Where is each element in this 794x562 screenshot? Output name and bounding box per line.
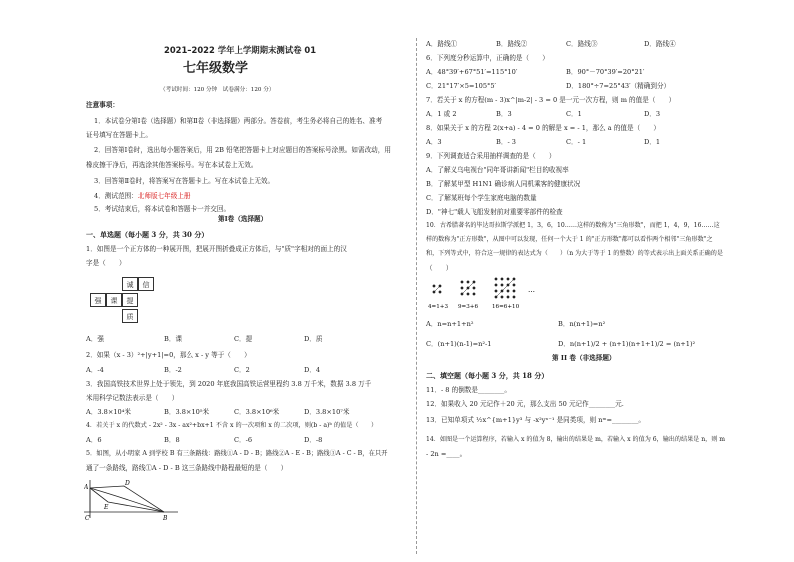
- part1-heading: 第Ⅰ卷（选择题）: [218, 215, 268, 223]
- notice-item: 2．回答第Ⅰ卷时，选出每小题答案后，用 2B 铅笔把答题卡上对应题目的答案标号涂黑。如需改动，用: [94, 146, 391, 154]
- net-cell: 信: [138, 277, 154, 291]
- net-cell: 提: [122, 293, 138, 307]
- notice-item: 1．本试卷分第Ⅰ卷（选择题）和第Ⅱ卷（非选择题）两部分。答卷前，考生务必将自己的姓名、准考: [94, 117, 383, 125]
- point-label: A: [84, 484, 89, 491]
- option[interactable]: D．"神七"载人飞船发射前对重要零部件的检查: [426, 208, 563, 216]
- option[interactable]: C．21°17′×5=105°5′: [426, 82, 497, 90]
- option[interactable]: D．-8: [304, 436, 323, 444]
- option[interactable]: C．- 1: [566, 138, 587, 146]
- option[interactable]: B．课: [164, 335, 183, 343]
- question-stem: 1．如图是一个正方体的一种展开图，把展开图折叠成正方体后，与"质"字相对的面上的汉: [86, 245, 347, 253]
- option[interactable]: A．6: [86, 436, 102, 444]
- option[interactable]: B．-2: [164, 366, 182, 374]
- question-stem: 2．如果（x - 3）²+|y+1|=0，那么 x - y 等于（ ）: [86, 351, 251, 359]
- route-figure: [84, 478, 184, 526]
- net-cell: 质: [122, 309, 138, 323]
- option[interactable]: B．路线②: [496, 40, 528, 48]
- point-label: E: [104, 504, 109, 511]
- notice-item: 证号填写在答题卡上。: [86, 131, 152, 139]
- question-stem: 13．已知单项式 ½x^{m+1}y³ 与 -x²yⁿ⁻¹ 是同类项，则 nᵐ=________。: [426, 416, 646, 424]
- question-stem: 11．- 8 的倒数是________。: [426, 386, 511, 394]
- option[interactable]: D．3.8×10⁷米: [304, 408, 350, 416]
- question-stem: - 2n =____。: [426, 450, 467, 458]
- notice-item: 3．回答第Ⅱ卷时，将答案写在答题卡上。写在本试卷上无效。: [94, 177, 275, 185]
- exam-subject: 七年级数学: [183, 61, 249, 76]
- option[interactable]: A．3.8×10⁴米: [86, 408, 131, 416]
- question-stem: （ ）: [426, 264, 453, 272]
- pattern-caption: 16=6+10: [492, 304, 520, 310]
- pattern-ellipsis: …: [528, 286, 535, 294]
- option[interactable]: B．- 3: [496, 138, 516, 146]
- net-cell: 诚: [122, 277, 138, 291]
- option[interactable]: C．1: [566, 110, 582, 118]
- option[interactable]: D．180°÷7=25°43′（精确到分）: [566, 82, 671, 90]
- question-stem: 10．古希腊著名的毕达哥拉斯学派把 1，3，6，10……这样的数称为"三角形数"，而把 1，4，9，16……这: [426, 222, 720, 229]
- question-stem: 7．若关于 x 的方程(m - 3)x^|m-2| - 3 = 0 是一元一次方程，则 m 的值是（ ）: [426, 96, 676, 104]
- option[interactable]: A．了解义乌电视台"同年哥讲新闻"栏目的收视率: [426, 166, 569, 174]
- question-stem: 8．如果关于 x 的方程 2(x+a) - 4 = 0 的解是 x = - 1，那么 a 的值是（ ）: [426, 124, 660, 132]
- option[interactable]: A．路线①: [426, 40, 458, 48]
- section-title: 二、填空题（每小题 3 分，共 18 分）: [426, 371, 549, 380]
- option[interactable]: D．n(n+1)/2 + (n+1)(n+1+1)/2 = (n+1)²: [558, 340, 696, 348]
- question-stem: 5．如图，从小明家 A 到学校 B 有三条路线：路线①A - D - B；路线②A - E - B；路线③A - C - B，在只开: [86, 450, 388, 457]
- question-stem: 14．如图是一个运算程序，若输入 x 的值为 8，输出的结果是 m，若输入 x 的值为 6，输出的结果是 n，则 m: [426, 436, 726, 443]
- option[interactable]: A．1 或 2: [426, 110, 457, 118]
- question-stem: 9．下列调查适合采用抽样调查的是（ ）: [426, 152, 556, 160]
- question-stem: 6．下列度分秒运算中，正确的是（ ）: [426, 54, 549, 62]
- option[interactable]: A．3: [426, 138, 442, 146]
- section-title: 一、单选题（每小题 3 分，共 30 分）: [86, 230, 209, 239]
- pattern-caption: 9=3+6: [458, 304, 479, 310]
- option[interactable]: D．4: [304, 366, 321, 374]
- question-stem: 字是（ ）: [86, 259, 126, 267]
- dot-pattern-figure: [428, 276, 548, 310]
- point-label: C: [85, 515, 90, 522]
- option[interactable]: A．强: [86, 335, 104, 343]
- right-column: [418, 0, 794, 562]
- option[interactable]: D．质: [304, 335, 323, 343]
- column-divider: [416, 38, 417, 554]
- notice-item: 橡皮擦干净后，再选涂其他答案标号。写在本试卷上无效。: [86, 161, 258, 169]
- option[interactable]: B．3.8×10⁵米: [164, 408, 210, 416]
- option[interactable]: C．-6: [234, 436, 253, 444]
- exam-info: （考试时间：120 分钟 试卷满分：120 分）: [160, 87, 275, 93]
- question-stem: 米用科学记数法表示是（ ）: [86, 394, 179, 402]
- option[interactable]: C．(n+1)(n-1)=n²-1: [426, 340, 492, 348]
- option[interactable]: C．提: [234, 335, 253, 343]
- question-stem: 样的数称为"正方形数"，从图中可以发现，任何一个大于 1 的"正方形数"都可以看作两个相邻"三角形数"之: [426, 236, 713, 243]
- option[interactable]: C．了解某班每个学生家庭电脑的数量: [426, 194, 537, 202]
- question-stem: 3．我国高铁技术世界上处于领先，到 2020 年底我国高铁运营里程约 3.8 万千米，数据 3.8 万千: [86, 380, 372, 388]
- option[interactable]: B．了解某甲型 H1N1 确诊病人同机乘客的健康状况: [426, 180, 581, 188]
- net-cell: 强: [90, 293, 106, 307]
- question-stem: 4．若关于 x 的代数式 - 2x² - 3x - ax²+bx+1 不含 x 的一次项和 x 的二次项，则(b - a)ᵇ 的值是（ ）: [86, 422, 378, 429]
- notice-item-scope: [94, 192, 191, 200]
- point-label: B: [163, 515, 168, 522]
- option[interactable]: C．3.8×10⁶米: [234, 408, 280, 416]
- option[interactable]: A．n=n+1+n²: [426, 320, 474, 328]
- question-stem: 通了一条路线，路线①A - D - B 这三条路线中路程最短的是（ ）: [86, 464, 288, 472]
- option[interactable]: B．3: [496, 110, 512, 118]
- scope-value: 北师版七年级上册: [137, 192, 191, 200]
- part2-heading: 第 II 卷（非选择题）: [552, 354, 616, 362]
- point-label: D: [125, 480, 130, 487]
- option[interactable]: D．路线④: [644, 40, 676, 48]
- pattern-caption: 4=1+3: [428, 304, 449, 310]
- notice-heading: 注意事项：: [86, 101, 119, 109]
- option[interactable]: B．90°－70°39′=20°21′: [566, 68, 645, 76]
- question-stem: 和，下列等式中，符合这一规律的表达式为（ ）（n 为大于等于 1 的整数）的等式表示出上面关系正确的是: [426, 250, 723, 257]
- option[interactable]: B．8: [164, 436, 180, 444]
- exam-title: 2021–2022 学年上学期期末测试卷 01: [164, 45, 317, 55]
- option[interactable]: A．-4: [86, 366, 104, 374]
- option[interactable]: D．1: [644, 138, 661, 146]
- notice-item: 5．考试结束后，将本试卷和答题卡一并交回。: [94, 205, 231, 213]
- net-cell: 课: [106, 293, 122, 307]
- option[interactable]: C．路线③: [566, 40, 598, 48]
- option[interactable]: C．2: [234, 366, 250, 374]
- scope-label: 4．测试范围：: [94, 192, 138, 200]
- question-stem: 12．如果收入 20 元记作＋20 元，那么支出 50 元记作________元.: [426, 400, 624, 408]
- option[interactable]: B．n(n+1)=n²: [558, 320, 606, 328]
- option[interactable]: A．48°39′+67°51′=115°10′: [426, 68, 518, 76]
- option[interactable]: D．3: [644, 110, 661, 118]
